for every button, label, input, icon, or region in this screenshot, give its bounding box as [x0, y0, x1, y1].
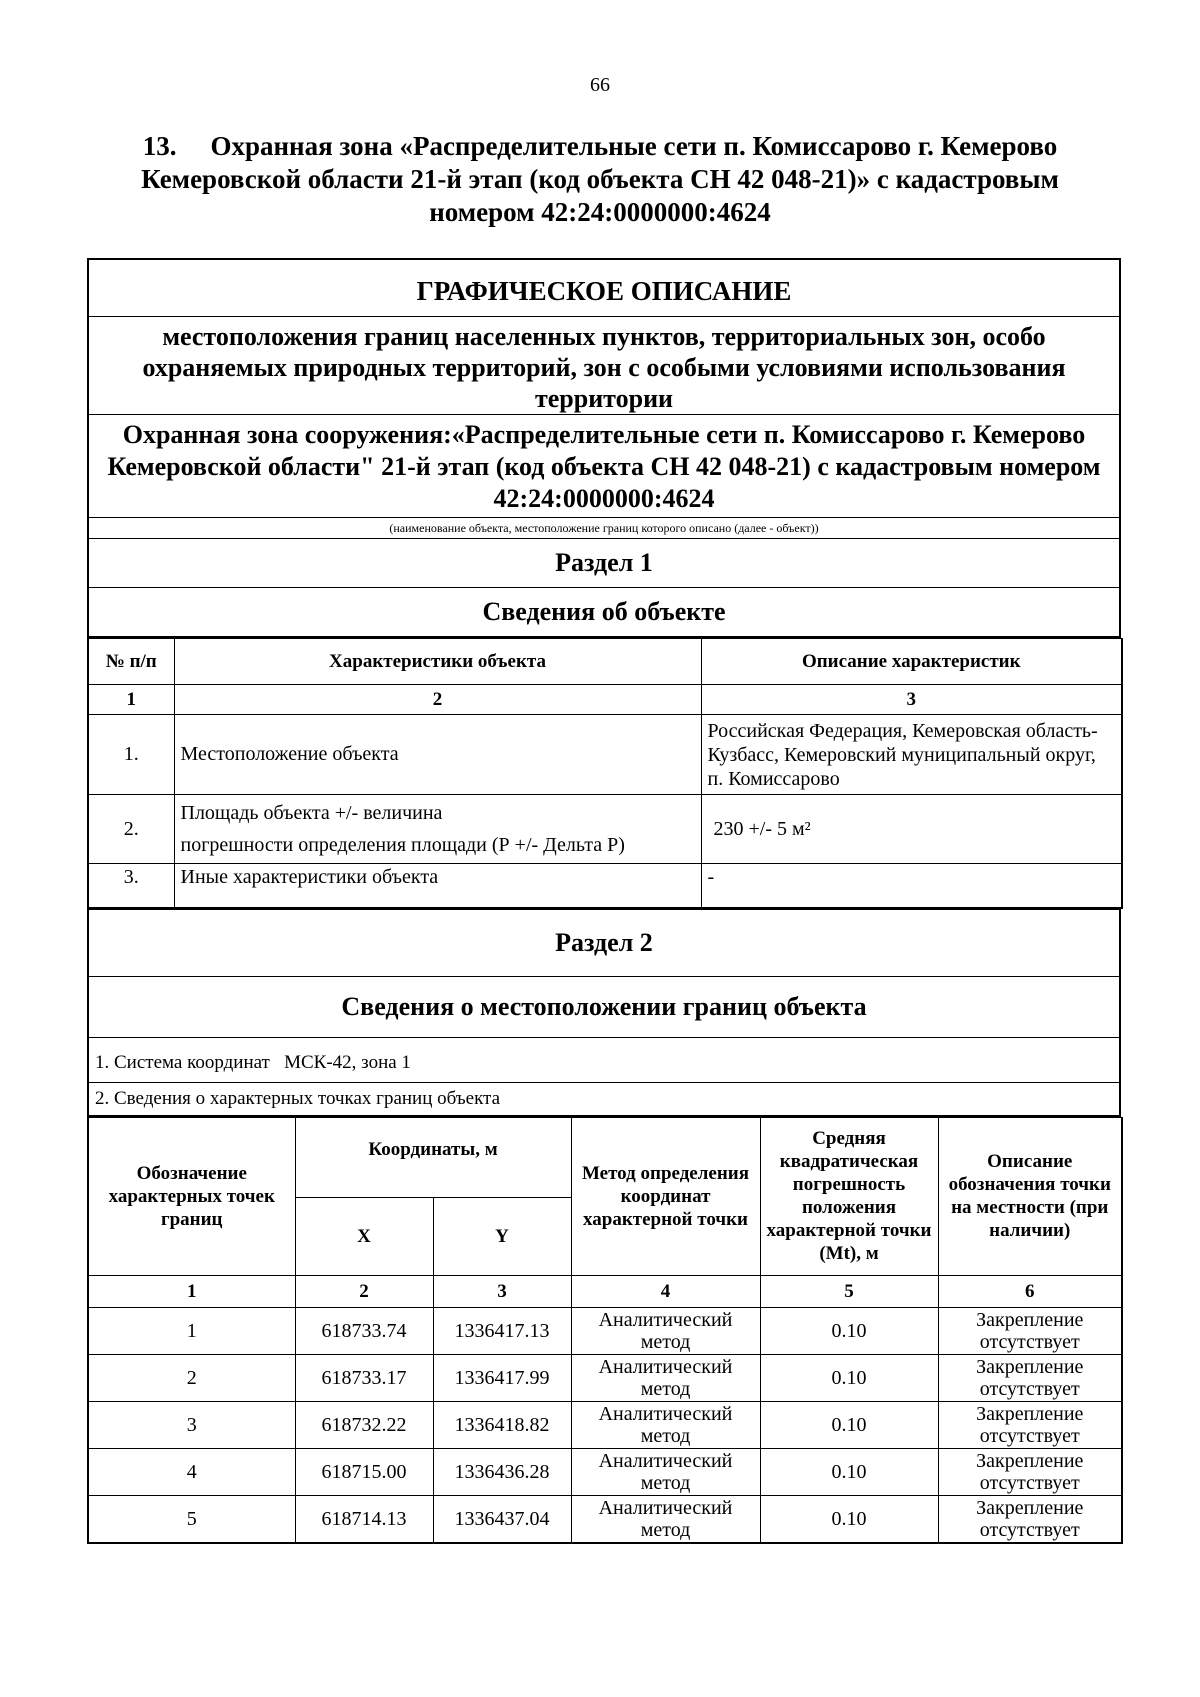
col-number: 4	[571, 1275, 760, 1307]
point-description: Закрепление отсутствует	[938, 1401, 1122, 1448]
table-row	[88, 1307, 1122, 1354]
point-description: Закрепление отсутствует	[938, 1354, 1122, 1401]
header-method: Метод определения координат характерной точки	[571, 1117, 760, 1275]
section2-subtitle: Сведения о местоположении границ объекта	[88, 976, 1120, 1037]
coord-system-value: МСК-42, зона 1	[284, 1051, 411, 1073]
row-characteristic	[174, 795, 701, 864]
point-error: 0.10	[760, 1448, 938, 1495]
col-number: 3	[433, 1275, 571, 1307]
row-number: 3.	[88, 864, 174, 908]
point-description: Закрепление отсутствует	[938, 1495, 1122, 1543]
row-value: 230 +/- 5 м²	[701, 795, 1122, 864]
point-x: 618733.74	[295, 1307, 433, 1354]
row-number: 1.	[88, 715, 174, 795]
point-error: 0.10	[760, 1307, 938, 1354]
point-y: 1336437.04	[433, 1495, 571, 1543]
point-method: Аналитический метод	[571, 1307, 760, 1354]
point-method: Аналитический метод	[571, 1448, 760, 1495]
table-row	[88, 864, 1122, 908]
col-number: 1	[88, 1275, 295, 1307]
points-table	[87, 1117, 1123, 1544]
row-value: Российская Федерация, Кемеровская область-Кузбасс, Кемеровский муниципальный округ, п. Комиссарово	[701, 715, 1122, 795]
col-number: 5	[760, 1275, 938, 1307]
characteristic-line: погрешности определения площади (Р +/- Дельта Р)	[180, 834, 625, 856]
point-error: 0.10	[760, 1401, 938, 1448]
header-description: Описание характеристик	[701, 639, 1122, 685]
section1-title: Раздел 1	[88, 539, 1120, 588]
point-x: 618714.13	[295, 1495, 433, 1543]
col-number: 2	[174, 685, 701, 715]
graphic-description-form	[87, 258, 1121, 1544]
col-number: 3	[701, 685, 1122, 715]
point-id: 4	[88, 1448, 295, 1495]
header-coordinates: Координаты, м	[295, 1117, 571, 1197]
header-point-description: Описание обозначения точки на местности (при наличии)	[938, 1117, 1122, 1275]
point-y: 1336417.99	[433, 1354, 571, 1401]
form-header-table	[87, 258, 1121, 638]
object-name: Охранная зона сооружения:«Распределительные сети п. Комиссарово г. Кемерово Кемеровской области" 21-й этап (код объекта СН 42 048-21) с кадастровым номером 42:24:0000000:4624	[88, 415, 1120, 518]
point-x: 618732.22	[295, 1401, 433, 1448]
table-row	[88, 795, 1122, 864]
header-characteristics: Характеристики объекта	[174, 639, 701, 685]
form-subtitle: местоположения границ населенных пунктов, территориальных зон, особо охраняемых природных территорий, зон с особыми условиями использования территории	[88, 317, 1120, 415]
heading-number: 13.	[142, 131, 177, 161]
point-error: 0.10	[760, 1354, 938, 1401]
point-id: 2	[88, 1354, 295, 1401]
table-row	[88, 715, 1122, 795]
object-note: (наименование объекта, местоположение границ которого описано (далее - объект))	[88, 518, 1120, 539]
table-row	[88, 1448, 1122, 1495]
page-number: 66	[590, 74, 610, 96]
col-number: 6	[938, 1275, 1122, 1307]
header-error: Средняя квадратическая погрешность положения характерной точки (Mt), м	[760, 1117, 938, 1275]
coord-system-label: 1. Система координат	[95, 1051, 270, 1073]
points-label: 2. Сведения о характерных точках границ объекта	[88, 1082, 1120, 1116]
table-row	[88, 1401, 1122, 1448]
col-number: 2	[295, 1275, 433, 1307]
point-y: 1336436.28	[433, 1448, 571, 1495]
point-x: 618715.00	[295, 1448, 433, 1495]
point-description: Закрепление отсутствует	[938, 1307, 1122, 1354]
point-error: 0.10	[760, 1495, 938, 1543]
section1-subtitle: Сведения об объекте	[88, 588, 1120, 638]
header-y: Y	[433, 1197, 571, 1275]
point-y: 1336418.82	[433, 1401, 571, 1448]
coord-system	[88, 1037, 1120, 1082]
point-id: 1	[88, 1307, 295, 1354]
col-number: 1	[88, 685, 174, 715]
table-row	[88, 1495, 1122, 1543]
form-title: ГРАФИЧЕСКОЕ ОПИСАНИЕ	[88, 259, 1120, 317]
section2-header-table	[87, 909, 1121, 1117]
row-value: -	[701, 864, 1122, 908]
row-characteristic: Местоположение объекта	[174, 715, 701, 795]
row-characteristic: Иные характеристики объекта	[174, 864, 701, 908]
point-x: 618733.17	[295, 1354, 433, 1401]
point-method: Аналитический метод	[571, 1495, 760, 1543]
header-x: X	[295, 1197, 433, 1275]
point-method: Аналитический метод	[571, 1401, 760, 1448]
row-number: 2.	[88, 795, 174, 864]
heading-text: Охранная зона «Распределительные сети п. Комиссарово г. Кемерово Кемеровской области 21-й этап (код объекта СН 42 048-21)» с кадастровым номером 42:24:0000000:4624	[141, 131, 1059, 227]
document-heading	[100, 130, 1100, 229]
characteristic-line: Площадь объекта +/- величина	[180, 802, 443, 824]
point-id: 5	[88, 1495, 295, 1543]
point-description: Закрепление отсутствует	[938, 1448, 1122, 1495]
point-id: 3	[88, 1401, 295, 1448]
section2-title: Раздел 2	[88, 909, 1120, 976]
object-info-table	[87, 638, 1123, 909]
point-method: Аналитический метод	[571, 1354, 760, 1401]
point-y: 1336417.13	[433, 1307, 571, 1354]
table-row	[88, 1354, 1122, 1401]
header-num: № п/п	[88, 639, 174, 685]
header-designation: Обозначение характерных точек границ	[88, 1117, 295, 1275]
